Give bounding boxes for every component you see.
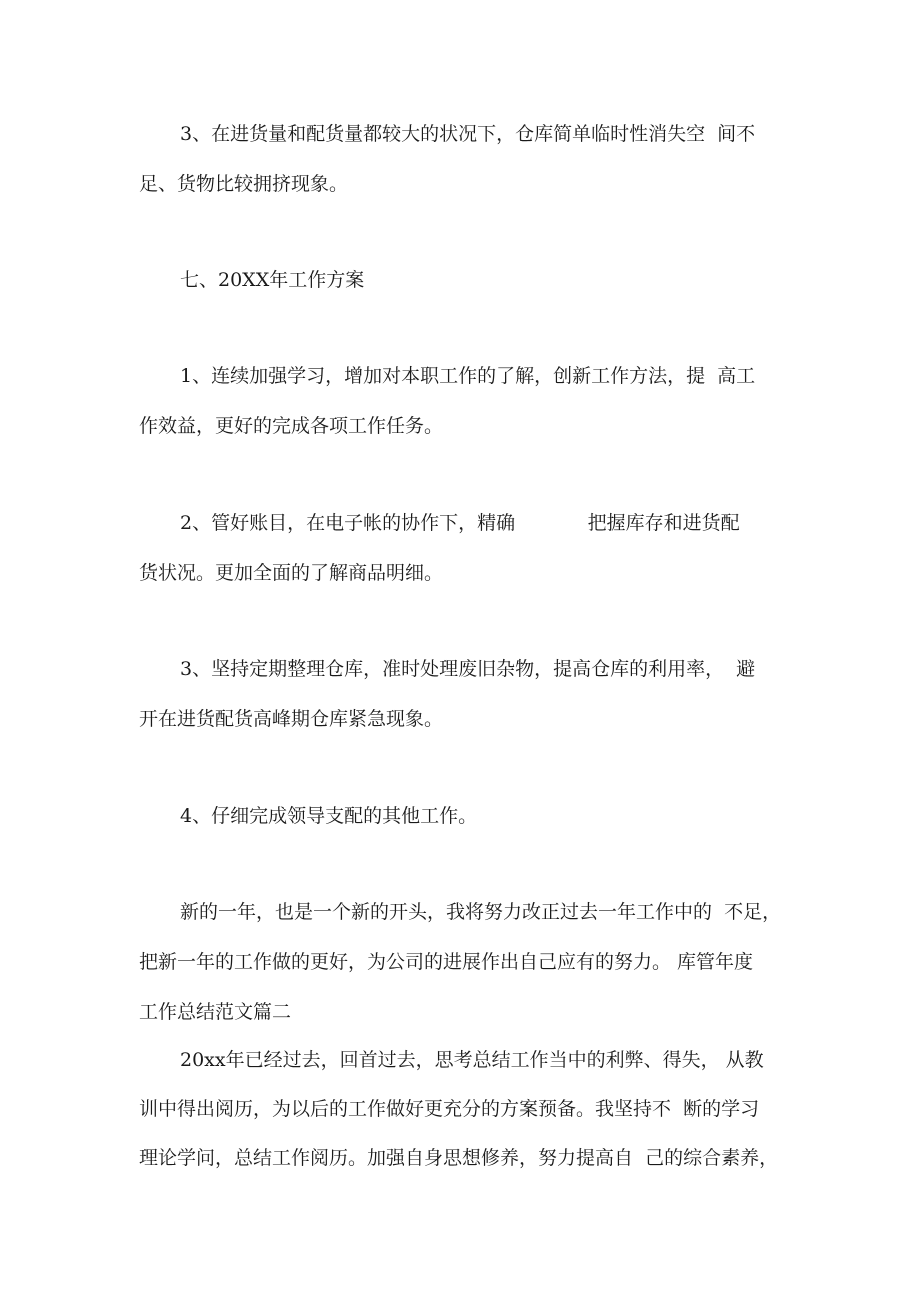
plan-item-1-line-2: 作效益，更好的完成各项工作任务。	[139, 415, 444, 437]
plan-item-3-line-1: 3、坚持定期整理仓库，准时处理废旧杂物，提高仓库的利用率， 避	[180, 658, 756, 680]
paragraph-item-3-line-1: 3、在进货量和配货量都较大的状况下，仓库简单临时性消失空 间不	[180, 123, 756, 145]
closing-paragraph-line-3: 工作总结范文篇二	[139, 1001, 292, 1023]
plan-item-4-line-1: 4、仔细完成领导支配的其他工作。	[180, 805, 478, 827]
plan-item-2-line-1: 2、管好账目，在电子帐的协作下，精确 把握库存和进货配	[180, 512, 740, 534]
plan-item-3-line-2: 开在进货配货高峰期仓库紧急现象。	[139, 708, 444, 730]
plan-item-2-line-2: 货状况。更加全面的了解商品明细。	[139, 562, 444, 584]
second-article-line-1: 20xx年已经过去，回首过去，思考总结工作当中的利弊、得失， 从教	[180, 1049, 764, 1071]
second-article-line-3: 理论学问，总结工作阅历。加强自身思想修养，努力提高自 己的综合素养，	[139, 1147, 779, 1169]
second-article-line-2: 训中得出阅历，为以后的工作做好更充分的方案预备。我坚持不 断的学习	[139, 1098, 760, 1120]
section-heading-work-plan: 七、20XX年工作方案	[180, 269, 365, 291]
closing-paragraph-line-1: 新的一年，也是一个新的开头，我将努力改正过去一年工作中的 不足，	[180, 901, 782, 923]
plan-item-1-line-1: 1、连续加强学习，增加对本职工作的了解，创新工作方法，提 高工	[180, 365, 756, 387]
closing-paragraph-line-2: 把新一年的工作做的更好，为公司的进展作出自己应有的努力。 库管年度	[139, 951, 754, 973]
paragraph-item-3-line-2: 足、货物比较拥挤现象。	[139, 173, 349, 195]
